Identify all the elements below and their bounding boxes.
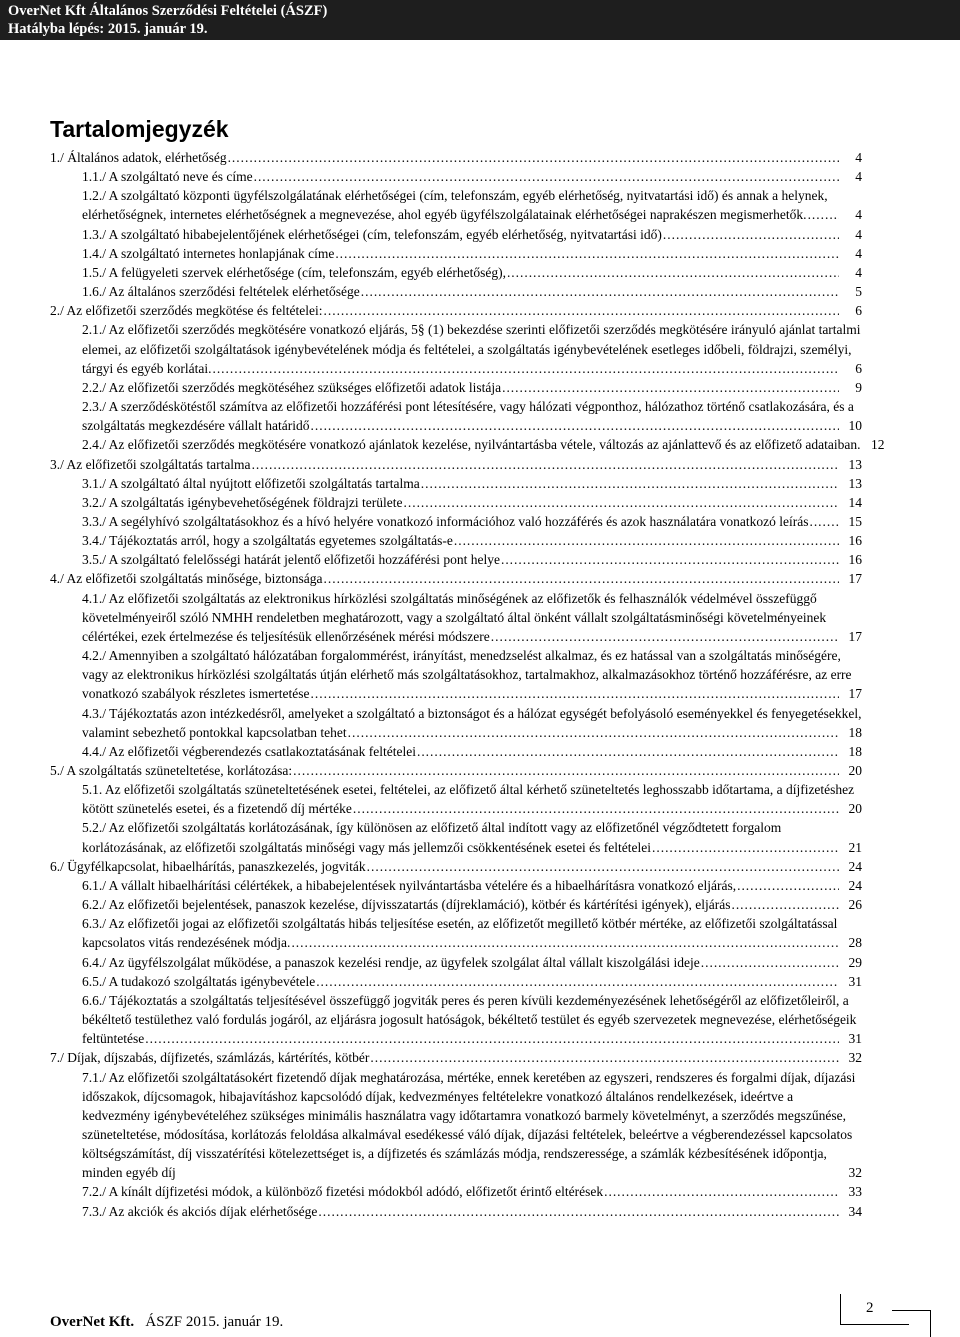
toc-entry-page: 13 [848, 475, 862, 491]
page-number-frame [840, 1294, 909, 1325]
toc-entry-page: 17 [848, 628, 862, 644]
toc-entry-text: 7.1./ Az előfizetői szolgáltatásokért fizetendő díjak meghatározása, mértéke, ennek keretében az egyszeri, rendszeres és forgalmi díjak, díjazási [82, 1069, 856, 1085]
dot-leader [701, 953, 839, 972]
dot-leader [361, 282, 839, 301]
toc-entry[interactable] [50, 474, 892, 493]
toc-entry-text: 2.2./ Az előfizetői szerződés megkötéséhez szükséges előfizetői adatok listája [82, 379, 502, 395]
toc-entry[interactable] [50, 1202, 892, 1221]
toc-entry-text: 3./ Az előfizetői szolgáltatás tartalma [50, 456, 251, 472]
toc-entry-text: 1.3./ A szolgáltató hibabejelentőjének elérhetőségei (cím, telefonszám, egyéb elérhetőség, nyitvatartási idő) [82, 226, 662, 242]
dot-leader [491, 627, 839, 646]
toc-entry[interactable] [50, 244, 892, 263]
toc-entry[interactable] [50, 455, 892, 474]
toc-entry-text: 5.1. Az előfizetői szolgáltatás szüneteltetésének esetei, feltételei, az előfizető által kérhető szüneteltetés leghosszabb időtartama, a díjfizetéshez [82, 782, 855, 798]
toc-entry-page: 17 [848, 571, 862, 587]
toc-entry-page: 32 [848, 1050, 862, 1066]
toc-entry[interactable] [50, 531, 892, 550]
toc-entry-text: 3.3./ A segélyhívó szolgáltatásokhoz és a hívó helyére vonatkozó információhoz való hozzáférés és azok használatára vonatkozó leírás [82, 513, 809, 529]
toc-entry[interactable] [50, 1068, 892, 1183]
dot-leader [731, 895, 839, 914]
toc-entry-text: 1.6./ Az általános szerződési feltételek elérhetősége [82, 284, 360, 300]
toc-entry[interactable] [50, 550, 892, 569]
toc-entry-text: 1.5./ A felügyeleti szervek elérhetősége (cím, telefonszám, egyéb elérhetőség), [82, 264, 506, 280]
toc-entry-page: 12 [871, 437, 885, 453]
toc-entry[interactable] [50, 263, 892, 282]
toc-entry[interactable] [50, 914, 892, 952]
toc-entry-page: 33 [848, 1184, 862, 1200]
dot-leader [291, 933, 839, 952]
toc-entry-text: minden egyéb díj [82, 1165, 176, 1181]
toc-entry[interactable] [50, 589, 892, 646]
toc-entry-text: kapcsolatos vitás rendezésének módja. [82, 935, 291, 951]
toc-entry[interactable] [50, 186, 892, 224]
toc-entry-text: szolgáltatás megkezdésére vállalt határidő [82, 418, 310, 434]
dot-leader [252, 455, 839, 474]
toc-entry-text: 6.1./ A vállalt hibaelhárítási célértékek, a hibabejelentések nyilvántartásba vételére és a hibaelhárításra vonatkozó eljárás, [82, 877, 737, 893]
toc-entry-text: 4.1./ Az előfizetői szolgáltatás az elektronikus hírközlési szolgáltatás minőségének az előfizetők és felhasználók védelmével összefüggő [82, 590, 817, 606]
toc-entry-page: 6 [855, 360, 862, 376]
toc-entry[interactable] [50, 991, 892, 1048]
dot-leader [507, 263, 839, 282]
dot-leader [353, 799, 839, 818]
toc-entry-text: 3.5./ A szolgáltató felelősségi határát jelentő előfizetői hozzáférési pont helye [82, 552, 500, 568]
dot-leader [417, 742, 839, 761]
dot-leader [145, 1029, 839, 1048]
toc-entry-text: korlátozásának, az előfizetői szolgáltatás minőségi vagy más jellemzői csökkentésének esetei és feltételei [82, 839, 652, 855]
dot-leader [367, 857, 839, 876]
dot-leader [324, 301, 839, 320]
toc-entry-page: 20 [848, 763, 862, 778]
dot-leader [454, 531, 839, 550]
toc-entry-text: 6./ Ügyfélkapcsolat, hibaelhárítás, panaszkezelés, jogviták [50, 858, 366, 874]
toc-entry-page: 9 [855, 379, 862, 395]
toc-entry-text: 5./ A szolgáltatás szüneteltetése, korlátozása: [50, 763, 293, 778]
toc-entry[interactable] [50, 148, 892, 167]
toc-entry-text: feltüntetése [82, 1031, 145, 1047]
toc-entry-text: elemei, az előfizetői szolgáltatások igénybevételének módja és feltételei, a szolgáltatás igénybevételének esetleges időbeli, földrajzi, személyi, [82, 341, 852, 357]
toc-entry-text: 7.3./ Az akciók és akciós díjak elérhetősége [82, 1203, 318, 1219]
dot-leader [663, 225, 839, 244]
dot-leader [652, 838, 839, 857]
toc-entry-page: 16 [848, 552, 862, 568]
toc-entry[interactable] [50, 876, 892, 895]
toc-entry-page: 6 [855, 303, 862, 319]
toc-entry-text: 6.6./ Tájékoztatás a szolgáltatás teljesítésével összefüggő jogviták peres és peren kívüli kezdeményezésének lehetőségéről az előfizetőleiről, a [82, 992, 849, 1008]
toc-entry-text: 3.1./ A szolgáltató által nyújtott előfizetői szolgáltatás tartalma [82, 475, 420, 491]
toc-entry-page: 28 [848, 935, 862, 951]
toc-entry-page: 18 [848, 743, 862, 759]
toc-entry-text: 1.1./ A szolgáltató neve és címe [82, 169, 253, 185]
toc-entry[interactable] [50, 435, 892, 454]
toc-entry-page: 4 [855, 245, 862, 261]
toc-entry[interactable] [50, 167, 892, 186]
document-header [0, 0, 960, 40]
toc-entry-text: elérhetőségnek, internetes elérhetőségnek a megnevezése, ahol egyéb ügyfélszolgálatainak elérhetőségei naprakészen megismerhetők. [82, 207, 807, 223]
dot-leader [404, 493, 839, 512]
toc-entry-text: célértékei, ezek értelmezése és teljesítésük ellenőrzésének mérési módszere [82, 628, 490, 644]
toc-entry[interactable] [50, 320, 892, 377]
toc-entry-text: 2.4./ Az előfizetői szerződés megkötésére vonatkozó ajánlatok kezelése, nyilvántartásba vétele, változás az ajánlattevő és az előfizető adataiban. [82, 437, 861, 453]
toc-entry[interactable] [50, 378, 892, 397]
toc-entry[interactable] [50, 972, 892, 991]
dot-leader [293, 761, 839, 780]
toc-entry-page: 4 [855, 226, 862, 242]
toc-entry-page: 29 [848, 954, 862, 970]
toc-entry-page: 32 [848, 1165, 862, 1181]
toc-entry-text: időszakok, díjcsomagok, hibajavításhoz kapcsolódó díjak, kedvezményes feltételekre vonatkozó általános rendelkezések, ideértve a [82, 1088, 794, 1104]
dot-leader [502, 378, 839, 397]
toc-entry[interactable] [50, 646, 892, 703]
toc-entry-page: 31 [848, 973, 862, 989]
toc-entry-page: 10 [848, 418, 862, 434]
toc-entry[interactable] [50, 895, 892, 914]
dot-leader [335, 244, 839, 263]
toc-entry[interactable] [50, 704, 892, 742]
dot-leader [311, 416, 839, 435]
toc-entry[interactable] [50, 225, 892, 244]
toc-entry[interactable] [50, 1048, 892, 1067]
toc-entry-page: 24 [848, 877, 862, 893]
toc-entry-text: költségszámítást, díj visszatérítési kötelezettséget is, a díjfizetés és számlázás módja, rendszeressége, a számlák kézbesítésének időpontja, [82, 1146, 827, 1162]
toc-entry-page: 15 [848, 513, 862, 529]
toc-entry[interactable] [50, 397, 892, 435]
toc-entry-page: 24 [848, 858, 862, 874]
dot-leader [311, 684, 839, 703]
toc-entry-page: 34 [848, 1203, 862, 1219]
toc-entry-text: 7.2./ A kínált díjfizetési módok, a különböző fizetési módokból adódó, előfizetőt érintő eltérések [82, 1184, 604, 1200]
toc-entry-text: 4.4./ Az előfizetői végberendezés csatlakoztatásának feltételei [82, 743, 416, 759]
toc-entry[interactable] [50, 780, 892, 818]
toc-entry[interactable] [50, 512, 892, 531]
toc-entry-page: 18 [848, 724, 862, 740]
toc-entry-text: 1./ Általános adatok, elérhetőség [50, 150, 227, 165]
dot-leader [737, 876, 839, 895]
toc-entry[interactable] [50, 818, 892, 856]
toc-entry-page: 4 [855, 264, 862, 280]
toc-entry-page: 14 [848, 494, 862, 510]
dot-leader [809, 512, 839, 531]
toc-entry[interactable] [50, 1182, 892, 1201]
toc-entry[interactable] [50, 282, 892, 301]
toc-entry-text: 3.4./ Tájékoztatás arról, hogy a szolgáltatás egyetemes szolgáltatás-e [82, 533, 453, 549]
dot-leader [808, 205, 839, 224]
toc-entry-text: 7./ Díjak, díjszabás, díjfizetés, számlázás, kártérítés, kötbér [50, 1050, 370, 1066]
document-footer [50, 1314, 283, 1331]
toc-entry-text: tárgyi és egyéb korlátai. [82, 360, 212, 376]
toc-entry-page: 4 [855, 207, 862, 223]
footer-company: OverNet Kft. [50, 1314, 135, 1330]
toc-entry[interactable] [50, 301, 892, 320]
toc-entry[interactable] [50, 493, 892, 512]
toc-entry-text: békéltető testülethez való fordulás jogáról, az eljárásra jogosult hatóságok, békéltető testület és egyéb szervezetek megnevezése, elérhetőségeik [82, 1012, 857, 1028]
toc-entry-page: 16 [848, 533, 862, 549]
page-number: 2 [866, 1300, 874, 1316]
toc-entry-text: 2./ Az előfizetői szerződés megkötése és feltételei: [50, 303, 323, 319]
dot-leader [228, 148, 839, 167]
toc-entry-text: követelményeiről szóló NMHH rendeletben meghatározott, vagy a szolgáltató által önként vállalt szolgáltatásminőségi követelményeinek [82, 609, 827, 625]
dot-leader [370, 1048, 839, 1067]
toc-entry-text: 4./ Az előfizetői szolgáltatás minősége, biztonsága [50, 571, 323, 587]
dot-leader [316, 972, 839, 991]
toc-entry-text: kedvezmény igénybevételéhez szükséges minimális használatra vagy időtartamra vonatkozó barmely követelményt, a szerződés megszűnése, [82, 1107, 846, 1123]
dot-leader [212, 359, 839, 378]
toc-entry-text: vagy az elektronikus hírközlési szolgáltatás útján elérhető más szolgáltatásokhoz, tartalmakhoz, alkalmazásokhoz történő hozzáférésre, az erre [82, 667, 852, 683]
toc-entry-text: vonatkozó szabályok részletes ismertetése [82, 686, 310, 702]
toc-entry-text: 6.5./ A tudakozó szolgáltatás igénybevétele [82, 973, 316, 989]
dot-leader [318, 1202, 839, 1221]
toc-entry-page: 20 [848, 801, 862, 817]
toc-entry-text: kötött szünetelés esetei, és a fizetendő díj mértéke [82, 801, 352, 817]
dot-leader [324, 569, 839, 588]
header-effective-date: Hatályba lépés: 2015. január 19. [8, 21, 208, 37]
table-of-contents [50, 148, 892, 1221]
toc-entry-text: 3.2./ A szolgáltatás igénybevehetőségének földrajzi területe [82, 494, 403, 510]
toc-entry[interactable] [50, 953, 892, 972]
toc-entry-text: 4.3./ Tájékoztatás azon intézkedésről, amelyeket a szolgáltató a biztonságot és a hálózat egységét befolyásoló eseményekkel és fenyegetésekkel, [82, 705, 862, 721]
header-title: OverNet Kft Általános Szerződési Feltételei (ÁSZF) [8, 3, 328, 19]
toc-entry-page: 31 [848, 1031, 862, 1047]
toc-entry-text: 2.1./ Az előfizetői szerződés megkötésére vonatkozó eljárás, 5§ (1) bekezdése szerinti előfizetői szerződés megkötésére irányuló ajánlat tartalmi [82, 322, 861, 338]
toc-entry[interactable] [50, 742, 892, 761]
dot-leader [421, 474, 839, 493]
toc-entry[interactable] [50, 857, 892, 876]
footer-document: ÁSZF 2015. január 19. [145, 1314, 284, 1330]
dot-leader [501, 550, 839, 569]
toc-entry[interactable] [50, 569, 892, 588]
toc-entry-page: 4 [855, 169, 862, 185]
toc-entry-page: 5 [855, 284, 862, 300]
toc-entry-text: 4.2./ Amennyiben a szolgáltató hálózatában forgalommérést, irányítást, menedzselést alkalmaz, és ez hatással van a szolgáltatás minőségére, [82, 648, 841, 664]
toc-entry-page: 13 [848, 456, 862, 472]
dot-leader [254, 167, 839, 186]
dot-leader [348, 723, 839, 742]
toc-entry-text: szüneteltetése, módosítása, korlátozás feloldása alkalmával esedékessé váló díjak, díjazási feltételek, beleértve a végberendezéssel kapcsolatos [82, 1126, 853, 1142]
toc-entry-text: 6.2./ Az előfizetői bejelentések, panaszok kezelése, díjvisszatartás (díjreklamáció), kötbér és kártérítési igények), eljárás [82, 897, 731, 913]
toc-entry-page: 21 [848, 839, 862, 855]
dot-leader [604, 1182, 839, 1201]
toc-heading: Tartalomjegyzék [50, 116, 229, 142]
toc-entry-text: 6.3./ Az előfizetői jogai az előfizetői szolgáltatás hibás teljesítése esetén, az előfizetőt megillető kötbér mértéke, az előfizetői szolgáltatással [82, 916, 838, 932]
toc-entry-text: valamint sebezhető pontokkal kapcsolatban tehet [82, 724, 347, 740]
toc-entry-text: 6.4./ Az ügyfélszolgálat működése, a panaszok kezelési rendje, az ügyfelek szolgálat által vállalt kiszolgálási ideje [82, 954, 700, 970]
toc-entry-text: 5.2./ Az előfizetői szolgáltatás korlátozásának, így különösen az előfizető által indított vagy az előfizetőnél végződtetett forgalom [82, 820, 782, 836]
toc-entry[interactable] [50, 761, 892, 780]
toc-entry-page: 26 [848, 897, 862, 913]
toc-entry-text: 1.4./ A szolgáltató internetes honlapjának címe [82, 245, 335, 261]
toc-entry-text: 1.2./ A szolgáltató központi ügyfélszolgálatának elérhetőségei (cím, telefonszám, egyéb elérhetőség, nyitvatartási idő) és annak a helynek, [82, 188, 828, 204]
toc-entry-text: 2.3./ A szerződéskötéstől számítva az előfizetői hozzáférési pont létesítésére, vagy hálózati végponthoz, hálózathoz történő csatlakozására, és a [82, 399, 854, 415]
toc-entry-page: 4 [855, 150, 862, 165]
toc-entry-page: 17 [848, 686, 862, 702]
